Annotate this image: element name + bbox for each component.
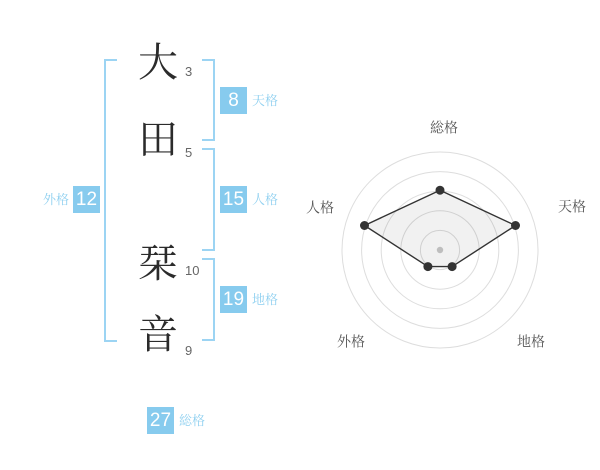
gaikaku-label: 外格 [43, 192, 70, 207]
radar-data-point [448, 262, 457, 271]
jinkaku-value-badge: 15 [220, 186, 247, 213]
tenkaku-bracket [202, 59, 215, 141]
radar-axis-label-jinkaku: 人格 [306, 199, 334, 216]
radar-data-polygon [365, 190, 516, 266]
gaikaku-value-badge: 12 [73, 186, 100, 213]
chikaku-label: 地格 [252, 292, 279, 307]
radar-chart [290, 100, 590, 400]
radar-data-point [423, 262, 432, 271]
stroke-count-1: 3 [185, 64, 193, 79]
radar-axis-label-chikaku: 地格 [517, 333, 545, 350]
radar-axis-label-tenkaku: 天格 [558, 198, 586, 215]
stroke-count-2: 5 [185, 145, 193, 160]
radar-axis-label-gaikaku: 外格 [337, 333, 365, 350]
chikaku-bracket [202, 258, 215, 341]
stroke-count-4: 9 [185, 343, 193, 358]
soukaku-value-badge: 27 [147, 407, 174, 434]
stroke-count-3: 10 [185, 263, 200, 278]
soukaku-label: 総格 [179, 413, 206, 428]
radar-axis-label-soukaku: 総格 [430, 119, 458, 136]
name-character-3: 栞 [138, 242, 178, 286]
name-character-2: 田 [138, 118, 178, 162]
jinkaku-bracket [202, 148, 215, 251]
tenkaku-value-badge: 8 [220, 87, 247, 114]
name-character-1: 大 [138, 41, 178, 85]
radar-data-point [436, 186, 445, 195]
gaikaku-bracket [104, 59, 117, 342]
radar-chart-container [290, 100, 590, 400]
chikaku-value-badge: 19 [220, 286, 247, 313]
tenkaku-label: 天格 [252, 93, 279, 108]
radar-data-point [511, 221, 520, 230]
jinkaku-label: 人格 [252, 192, 279, 207]
radar-data-point [360, 221, 369, 230]
name-character-4: 音 [138, 313, 178, 357]
